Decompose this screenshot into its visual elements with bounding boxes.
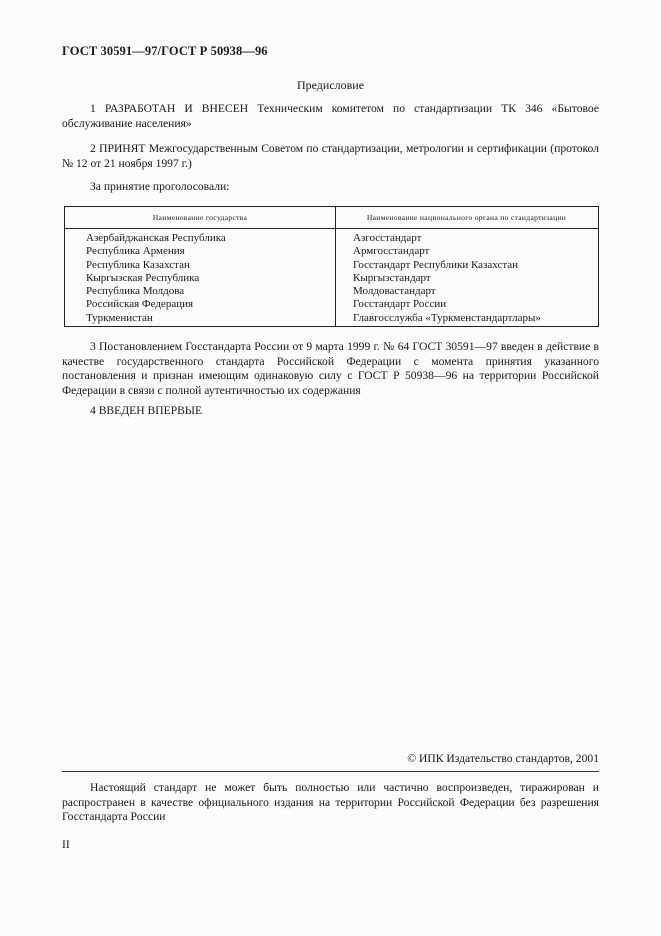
page-number: II xyxy=(62,838,70,851)
paragraph-adopted: 2 ПРИНЯТ Межгосударственным Советом по стандартизации, метрологии и сертификации (протокол № 12 от 21 ноября 1997 г.) xyxy=(62,142,599,170)
table-cell-body: Госстандарт России xyxy=(353,298,447,311)
document-header: ГОСТ 30591—97/ГОСТ Р 50938—96 xyxy=(62,44,268,58)
table-cell-state: Кыргызская Республика xyxy=(86,271,200,284)
table-cell-body: Азгосстандарт xyxy=(353,232,422,244)
table-header-state: Наименование государства xyxy=(152,213,248,222)
table-header-national-body: Наименование национального органа по стандартизации xyxy=(366,213,567,222)
footer-divider xyxy=(62,771,599,772)
paragraph-introduced: 4 ВВЕДЕН ВПЕРВЫЕ xyxy=(90,404,203,417)
preface-heading: Предисловие xyxy=(296,78,365,92)
table-row xyxy=(65,272,598,285)
table-cell-body: Армгосстандарт xyxy=(353,245,430,258)
table-row xyxy=(65,298,598,311)
table-row xyxy=(65,312,598,325)
reproduction-notice: Настоящий стандарт не может быть полностью или частично воспроизведен, тиражирован и распространен в качестве официального издания на территории Российской Федерации без разрешения Госстандарта России xyxy=(62,781,599,824)
voting-table xyxy=(64,206,599,327)
table-row xyxy=(65,259,598,272)
table-cell-body: Молдовастандарт xyxy=(353,285,436,298)
table-cell-state: Республика Армения xyxy=(86,245,185,258)
table-cell-body: Кыргызстандарт xyxy=(353,271,431,284)
paragraph-developed: 1 РАЗРАБОТАН И ВНЕСЕН Техническим комитетом по стандартизации ТК 346 «Бытовое обслуживание населения» xyxy=(62,102,599,130)
table-cell-state: Российская Федерация xyxy=(86,298,194,311)
table-body xyxy=(65,232,598,325)
table-cell-state: Туркменистан xyxy=(86,311,153,324)
table-cell-state: Азербайджанская Республика xyxy=(86,232,226,244)
table-header-row xyxy=(65,207,598,229)
table-cell-state: Республика Казахстан xyxy=(86,258,190,271)
table-cell-state: Республика Молдова xyxy=(86,285,185,298)
table-cell-body: Главгосслужба «Туркменстандартлары» xyxy=(353,311,541,324)
paragraph-resolution: 3 Постановлением Госстандарта России от 9 марта 1999 г. № 64 ГОСТ 30591—97 введен в действие в качестве государственного стандарта Российской Федерации с момента принятия указанного постановления и признан имеющим одинаковую силу с ГОСТ Р 50938—96 на территории Российской Федерации в связи с полной аутентичностью их содержания xyxy=(62,340,599,397)
table-row xyxy=(65,245,598,258)
paragraph-voted: За принятие проголосовали: xyxy=(90,180,230,193)
table-row xyxy=(65,232,598,245)
table-cell-body: Госстандарт Республики Казахстан xyxy=(353,258,519,271)
table-row xyxy=(65,285,598,298)
copyright-line: © ИПК Издательство стандартов, 2001 xyxy=(407,752,599,765)
